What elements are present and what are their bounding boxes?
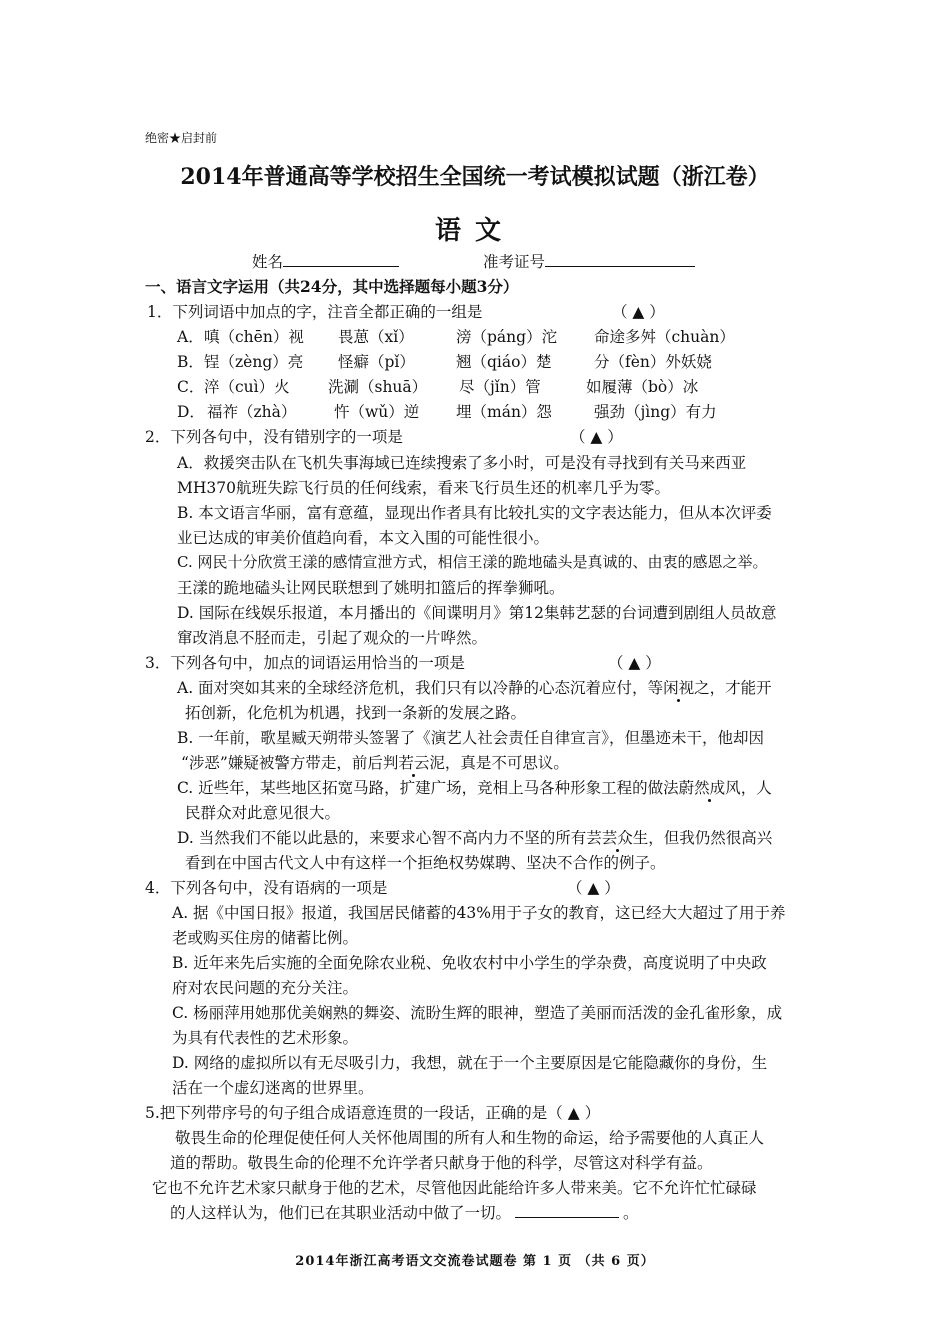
q4-option-b-line2: 府对农民问题的充分关注。 bbox=[172, 979, 359, 997]
q5-passage-line4-end: 。 bbox=[623, 1204, 639, 1222]
name-blank bbox=[283, 252, 399, 267]
q1-option-d-c1: 福祚（zhà） bbox=[207, 403, 297, 421]
q3-option-a-line2: 拓创新，化危机为机遇，找到一条新的发展之路。 bbox=[185, 704, 527, 722]
q2-mark: （ ▲ ） bbox=[570, 428, 623, 446]
q1-option-a-c3: 滂（páng）沱 bbox=[456, 328, 558, 346]
q5-passage-line1: 敬畏生命的伦理促使任何人关怀他周围的所有人和生物的命运，给予需要他的人真正人 bbox=[175, 1129, 765, 1147]
q1-option-b-c3: 翘（qiáo）楚 bbox=[456, 353, 552, 371]
q3-c-text-before: C. 近些年，某些地区拓宽马路，扩建广场，竞相上马各种形象工程的做法 bbox=[177, 779, 679, 797]
q4-option-c-line2: 为具有代表性的艺术形象。 bbox=[172, 1029, 359, 1047]
section-heading: 一、语言文字运用（共24分，其中选择题每小题3分） bbox=[145, 277, 519, 296]
q3-option-b-line1: B. 一年前，歌星臧天朔带头签署了《演艺人社会责任自律宣言》，但墨迹未干，他却因 bbox=[177, 729, 764, 747]
q1-stem: 1．下列词语中加点的字，注音全都正确的一组是 bbox=[147, 303, 483, 321]
q2-option-c-line2: 王漾的跪地磕头让网民联想到了姚明扣篮后的挥拳狮吼。 bbox=[177, 579, 565, 597]
q3-option-b-line2 bbox=[181, 751, 569, 773]
q4-stem: 4．下列各句中，没有语病的一项是 bbox=[145, 879, 388, 897]
q1-option-b-c2: 怪癖（pǐ） bbox=[338, 353, 415, 371]
q5-answer-blank bbox=[515, 1203, 619, 1218]
subject-title: 语文 bbox=[434, 216, 515, 246]
q3-stem: 3．下列各句中，加点的词语运用恰当的一项是 bbox=[145, 654, 465, 672]
q3-a-dotted-word: 等闲视之 bbox=[647, 679, 710, 697]
q5-stem: 5.把下列带序号的句子组合成语意连贯的一段话，正确的是（ ▲ ） bbox=[145, 1104, 601, 1122]
q4-mark: （ ▲ ） bbox=[567, 879, 620, 897]
q2-option-d-line1: D. 国际在线娱乐报道，本月播出的《间谍明月》第12集韩艺瑟的台词遭到剧组人员故意 bbox=[177, 604, 777, 622]
q1-option-a-label: A． bbox=[177, 328, 204, 346]
q2-stem: 2．下列各句中，没有错别字的一项是 bbox=[145, 428, 403, 446]
q2-option-d-line2: 窜改消息不胫而走，引起了观众的一片哗然。 bbox=[177, 629, 488, 647]
q1-option-d-c3: 埋（mán）怨 bbox=[456, 403, 552, 421]
q3-a-text-after: ，才能开 bbox=[709, 679, 772, 697]
q1-option-d-c2: 忤（wǔ）逆 bbox=[334, 403, 420, 421]
exam-id-field bbox=[483, 250, 695, 272]
q1-option-c-c1: 淬（cuì）火 bbox=[204, 378, 290, 396]
q2-option-a-line1: A．救援突击队在飞机失事海域已连续搜索了多小时，可是没有寻找到有关马来西亚 bbox=[177, 454, 747, 472]
q4-option-a-line1: A. 据《中国日报》报道，我国居民储蓄的43%用于子女的教育，这已经大大超过了用于养 bbox=[172, 904, 786, 922]
q4-option-d-line1: D. 网络的虚拟所以有无尽吸引力，我想，就在于一个主要原因是它能隐藏你的身份，生 bbox=[172, 1054, 768, 1072]
q3-option-d-line1 bbox=[177, 826, 772, 848]
q3-b-dotted-word: 判若云泥 bbox=[382, 754, 445, 772]
q2-option-b-line1: B. 本文语言华丽，富有意蕴，显现出作者具有比较扎实的文字表达能力，但从本次评委 bbox=[177, 504, 772, 522]
q1-option-c-c3: 尽（jǐn）管 bbox=[459, 378, 541, 396]
q3-option-c-line1 bbox=[177, 776, 772, 798]
q1-option-c-c4: 如履薄（bò）冰 bbox=[586, 378, 699, 396]
q1-option-d-c4: 强劲（jìng）有力 bbox=[594, 403, 717, 421]
page-footer: 2014年浙江高考语文交流卷试题卷 第 1 页 （共 6 页） bbox=[295, 1254, 655, 1269]
q1-option-a-c4: 命途多舛（chuàn） bbox=[594, 328, 735, 346]
name-field bbox=[252, 250, 399, 272]
q1-mark: （ ▲ ） bbox=[612, 303, 665, 321]
name-label: 姓名 bbox=[252, 253, 284, 271]
q3-d-dotted-word: 芸芸众生 bbox=[586, 829, 649, 847]
q5-passage-line3: 它也不允许艺术家只献身于他的艺术，尽管他因此能给许多人带来美。它不允许忙忙碌碌 bbox=[152, 1179, 757, 1197]
q3-b-text-after: ，真是不可思议。 bbox=[444, 754, 569, 772]
q2-option-c-line1: C. 网民十分欣赏王漾的感情宣泄方式，相信王漾的跪地磕头是真诚的、由衷的感恩之举。 bbox=[177, 553, 768, 571]
q3-c-text-after: ，人 bbox=[740, 779, 772, 797]
q2-option-b-line2: 业已达成的审美价值趋向看，本文入围的可能性很小。 bbox=[177, 529, 550, 547]
q1-option-c-c2: 洗涮（shuā） bbox=[328, 378, 428, 396]
q3-a-text-before: A. 面对突如其来的全球经济危机，我们只有以冷静的心态沉着应付， bbox=[177, 679, 648, 697]
q3-d-text-before: D. 当然我们不能以此悬的，来要求心智不高内力不坚的所有 bbox=[177, 829, 587, 847]
q1-option-b-c1: 锃（zèng）亮 bbox=[204, 353, 304, 371]
q3-option-a-line1 bbox=[177, 676, 772, 698]
q3-option-c-line2: 民群众对此意见很大。 bbox=[185, 804, 341, 822]
q1-option-a-c1: 嗔（chēn）视 bbox=[204, 328, 304, 346]
q5-passage-line4 bbox=[170, 1201, 639, 1223]
q1-option-a-c2: 畏葸（xǐ） bbox=[338, 328, 414, 346]
q3-c-dotted-word: 蔚然成风 bbox=[678, 779, 741, 797]
q1-option-b-c4: 分（fèn）外妖娆 bbox=[594, 353, 712, 371]
q1-option-b-label: B． bbox=[177, 353, 204, 371]
exam-title: 2014年普通高等学校招生全国统一考试模拟试题（浙江卷） bbox=[180, 164, 770, 190]
q4-option-d-line2: 活在一个虚幻迷离的世界里。 bbox=[172, 1079, 374, 1097]
exam-id-label: 准考证号 bbox=[483, 253, 546, 271]
q3-b-text-before: “涉恶”嫌疑被警方带走，前后 bbox=[181, 754, 383, 772]
q3-d-text-after: ，但我仍然很高兴 bbox=[648, 829, 773, 847]
q3-mark: （ ▲ ） bbox=[608, 654, 661, 672]
secret-label: 绝密★启封前 bbox=[145, 131, 218, 145]
q3-option-d-line2: 看到在中国古代文人中有这样一个拒绝权势媒聘、坚决不合作的例子。 bbox=[185, 854, 666, 872]
q5-passage-line4-text: 的人这样认为，他们已在其职业活动中做了一切。 bbox=[170, 1204, 512, 1222]
q1-option-d-label: D． bbox=[177, 403, 205, 421]
q2-option-a-line2: MH370航班失踪飞行员的任何线索，看来飞行员生还的机率几乎为零。 bbox=[177, 479, 670, 497]
exam-id-blank bbox=[545, 252, 695, 267]
q4-option-c-line1: C. 杨丽萍用她那优美娴熟的舞姿、流盼生辉的眼神，塑造了美丽而活泼的金孔雀形象，成 bbox=[172, 1004, 783, 1022]
q5-passage-line2: 道的帮助。敬畏生命的伦理不允许学者只献身于他的科学，尽管这对科学有益。 bbox=[170, 1154, 713, 1172]
q1-option-c-label: C． bbox=[177, 378, 205, 396]
q4-option-b-line1: B. 近年来先后实施的全面免除农业税、免收农村中小学生的学杂费，高度说明了中央政 bbox=[172, 954, 767, 972]
q4-option-a-line2: 老或购买住房的储蓄比例。 bbox=[172, 929, 359, 947]
